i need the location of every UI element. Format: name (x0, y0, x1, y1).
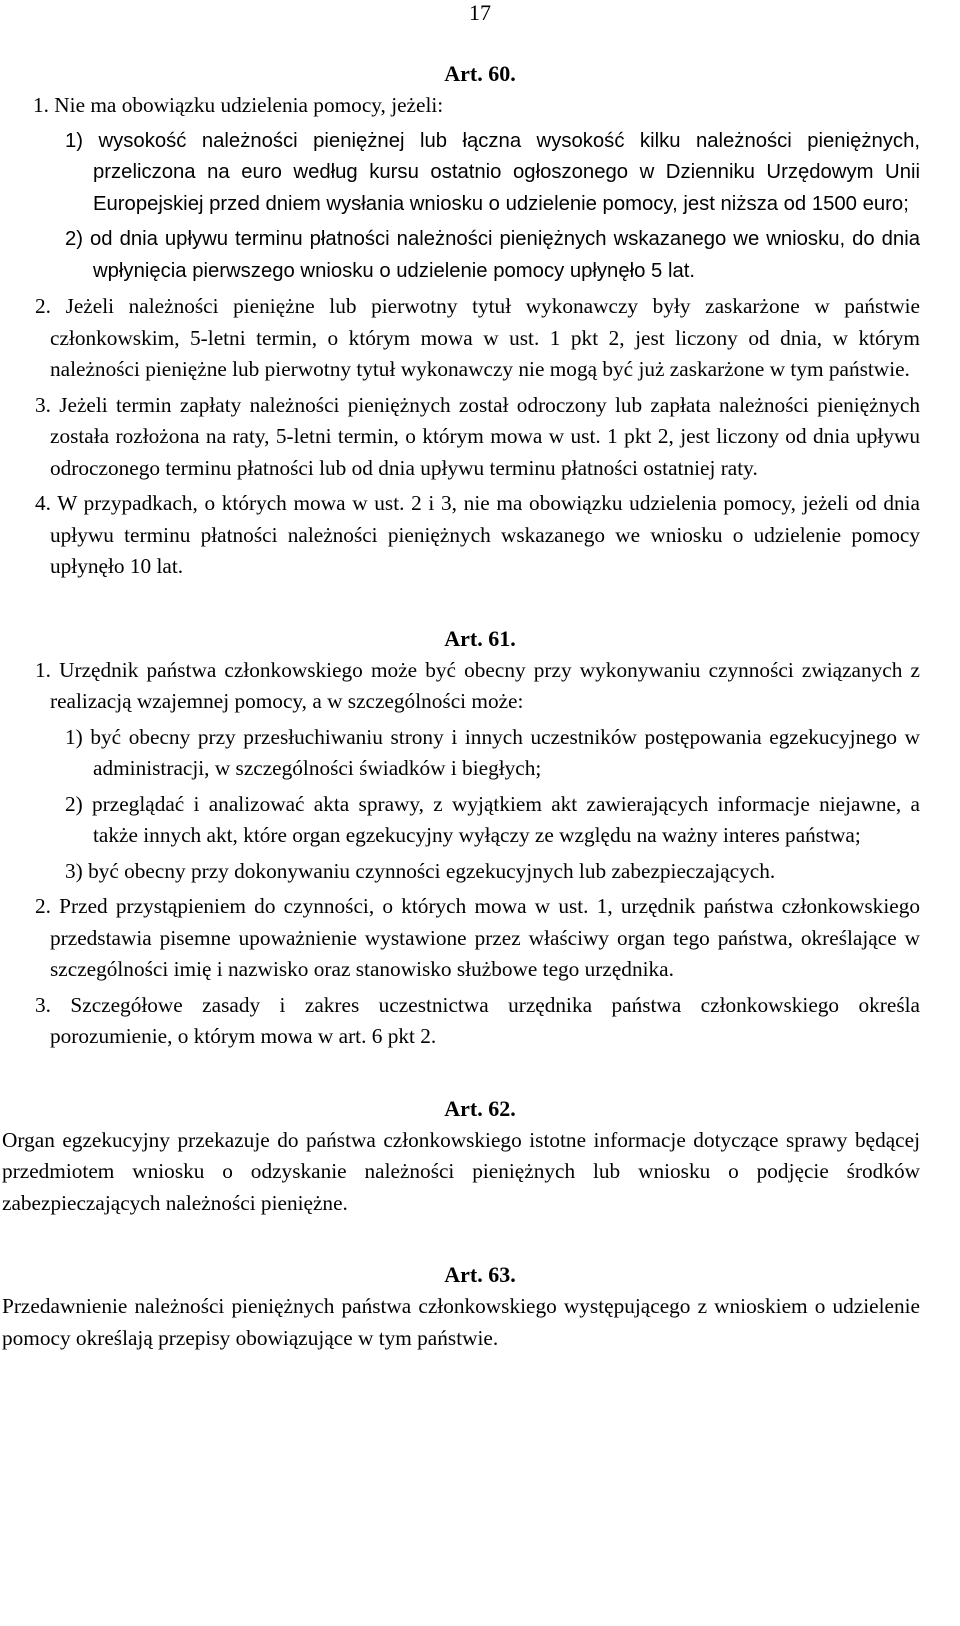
article-62 (0, 1093, 960, 1220)
article-title: Art. 63. (444, 1262, 516, 1287)
paragraph-3: 3. Szczegółowe zasady i zakres uczestnictwa urzędnika państwa członkowskiego określa porozumienie, o którym mowa w art. 6 pkt 2. (35, 992, 920, 1048)
paragraph-1: 1. Nie ma obowiązku udzielenia pomocy, jeżeli: (33, 93, 444, 117)
paragraph-4: 4. W przypadkach, o których mowa w ust. 2 i 3, nie ma obowiązku udzielenia pomocy, jeżeli od dnia upływu terminu płatności należności pieniężnych wskazanego we wniosku o udzielenie pomocy upłynęło 10 lat. (35, 491, 920, 578)
paragraph-1: 1. Urzędnik państwa członkowskiego może być obecny przy wykonywaniu czynności związanych z realizacją wzajemnej pomocy, a w szczególności może: (35, 657, 920, 713)
article-title: Art. 62. (444, 1095, 516, 1121)
paragraph-3: 3. Jeżeli termin zapłaty należności pieniężnych został odroczony lub zapłata należności pieniężnych została rozłożona na raty, 5-letni termin, o którym mowa w ust. 1 pkt 2, jest liczony od dnia upływu odroczonego terminu płatności lub od dnia upływu terminu płatności ostatniej raty. (35, 392, 920, 480)
article-60 (0, 58, 960, 583)
document-body (0, 58, 960, 1354)
paragraph-2: 2. Przed przystąpieniem do czynności, o których mowa w ust. 1, urzędnik państwa członkowskiego przedstawia pisemne upoważnienie wystawione przez właściwy organ tego państwa, określające w szczególności imię i nazwisko oraz stanowisko służbowe tego urzędnika. (35, 894, 920, 981)
point-2: 2) przeglądać i analizować akta sprawy, z wyjątkiem akt zawierających informacje niejawne, a także innych akt, które organ egzekucyjny wyłączy ze względu na ważny interes państwa; (65, 791, 920, 847)
point-2: 2) od dnia upływu terminu płatności należności pieniężnych wskazanego we wniosku, do dnia wpłynięcia pierwszego wniosku o udzielenie pomocy upłynęło 5 lat. (65, 228, 920, 282)
article-63 (0, 1259, 960, 1354)
article-title: Art. 60. (444, 61, 516, 86)
point-1: 1) wysokość należności pieniężnej lub łączna wysokość kilku należności pieniężnych, przeliczona na euro według kursu ostatnio ogłoszonego w Dzienniku Urzędowym Unii Europejskiej przed dniem wysłania wniosku o udzielenie pomocy, jest niższa od 1500 euro; (65, 129, 920, 215)
article-title: Art. 61. (444, 625, 516, 651)
point-1: 1) być obecny przy przesłuchiwaniu strony i innych uczestników postępowania egzekucyjnego w administracji, w szczególności świadków i biegłych; (65, 724, 920, 780)
article-text: Organ egzekucyjny przekazuje do państwa członkowskiego istotne informacje dotyczące sprawy będącej przedmiotem wniosku o odzyskanie należności pieniężnych lub wniosku o podjęcie środków zabezpieczających należności pieniężne. (2, 1127, 920, 1215)
article-61 (0, 623, 960, 1053)
page-number: 17 (469, 0, 491, 25)
paragraph-2: 2. Jeżeli należności pieniężne lub pierwotny tytuł wykonawczy były zaskarżone w państwie członkowskim, 5-letni termin, o którym mowa w ust. 1 pkt 2, jest liczony od dnia, w którym należności pieniężne lub pierwotny tytuł wykonawczy nie mogą być już zaskarżone w tym państwie. (35, 294, 920, 381)
article-text: Przedawnienie należności pieniężnych państwa członkowskiego występującego z wnioskiem o udzielenie pomocy określają przepisy obowiązujące w tym państwie. (2, 1294, 920, 1350)
point-3: 3) być obecny przy dokonywaniu czynności egzekucyjnych lub zabezpieczających. (65, 858, 776, 883)
